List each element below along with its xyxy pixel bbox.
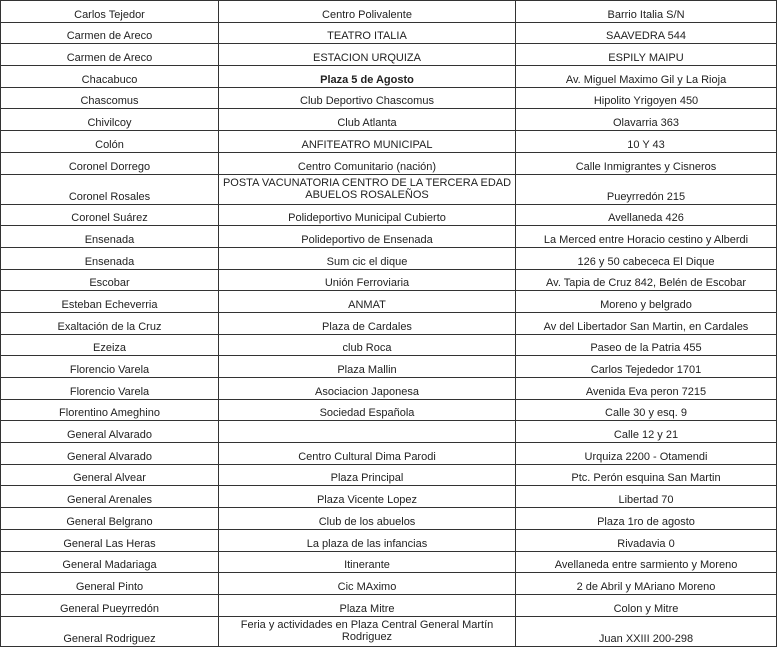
partido-cell: General Las Heras (1, 529, 219, 551)
address-cell: Juan XXIII 200-298 (516, 616, 777, 646)
address-cell: Olavarria 363 (516, 109, 777, 131)
table-row (1, 573, 777, 595)
table-row (1, 1, 777, 23)
address-cell: Urquiza 2200 - Otamendi (516, 443, 777, 465)
site-name-cell: Sociedad Española (219, 399, 516, 421)
partido-cell: General Alvear (1, 464, 219, 486)
table-row (1, 508, 777, 530)
address-cell: Barrio Italia S/N (516, 1, 777, 23)
partido-cell: Florencio Varela (1, 378, 219, 400)
table-row (1, 486, 777, 508)
site-name-cell: La plaza de las infancias (219, 529, 516, 551)
site-name-cell: Plaza de Cardales (219, 312, 516, 334)
table-row (1, 291, 777, 313)
table-row (1, 204, 777, 226)
table-row (1, 334, 777, 356)
partido-cell: General Madariaga (1, 551, 219, 573)
partido-cell: Ensenada (1, 226, 219, 248)
site-name-cell: Centro Cultural Dima Parodi (219, 443, 516, 465)
site-name-cell: Club Atlanta (219, 109, 516, 131)
address-cell: Av del Libertador San Martin, en Cardales (516, 312, 777, 334)
table-row (1, 109, 777, 131)
site-name-cell: Itinerante (219, 551, 516, 573)
partido-cell: Ezeiza (1, 334, 219, 356)
site-name-cell: Plaza 5 de Agosto (219, 66, 516, 88)
site-name-cell: ESTACION URQUIZA (219, 44, 516, 66)
partido-cell: Carlos Tejedor (1, 1, 219, 23)
partido-cell: General Alvarado (1, 421, 219, 443)
table-row (1, 152, 777, 174)
address-cell: Calle 12 y 21 (516, 421, 777, 443)
address-cell: SAAVEDRA 544 (516, 22, 777, 44)
site-name-cell: TEATRO ITALIA (219, 22, 516, 44)
site-name-cell: Sum cic el dique (219, 247, 516, 269)
address-cell: Pueyrredón 215 (516, 174, 777, 204)
address-cell: ESPILY MAIPU (516, 44, 777, 66)
partido-cell: Carmen de Areco (1, 44, 219, 66)
site-name-cell: Plaza Vicente Lopez (219, 486, 516, 508)
partido-cell: General Pueyrredón (1, 594, 219, 616)
site-name-cell: Cic MAximo (219, 573, 516, 595)
table-row (1, 378, 777, 400)
table-row (1, 269, 777, 291)
table-row (1, 399, 777, 421)
partido-cell: Chivilcoy (1, 109, 219, 131)
partido-cell: Coronel Rosales (1, 174, 219, 204)
table-row (1, 44, 777, 66)
address-cell: Libertad 70 (516, 486, 777, 508)
address-cell: Avenida Eva peron 7215 (516, 378, 777, 400)
table-row (1, 66, 777, 88)
table-row (1, 421, 777, 443)
partido-cell: Coronel Dorrego (1, 152, 219, 174)
address-cell: Avellaneda entre sarmiento y Moreno (516, 551, 777, 573)
table-row (1, 174, 777, 204)
table-row (1, 529, 777, 551)
table-row (1, 594, 777, 616)
table-row (1, 247, 777, 269)
partido-cell: Coronel Suárez (1, 204, 219, 226)
site-name-cell: Feria y actividades en Plaza Central General Martín Rodriguez (219, 616, 516, 646)
address-cell: 10 Y 43 (516, 131, 777, 153)
site-name-cell: ANMAT (219, 291, 516, 313)
partido-cell: General Alvarado (1, 443, 219, 465)
partido-cell: Florentino Ameghino (1, 399, 219, 421)
partido-cell: Esteban Echeverria (1, 291, 219, 313)
address-cell: Colon y Mitre (516, 594, 777, 616)
address-cell: Av. Miguel Maximo Gil y La Rioja (516, 66, 777, 88)
address-cell: Moreno y belgrado (516, 291, 777, 313)
address-cell: 2 de Abril y MAriano Moreno (516, 573, 777, 595)
table-row (1, 356, 777, 378)
site-name-cell: POSTA VACUNATORIA CENTRO DE LA TERCERA EDAD ABUELOS ROSALEÑOS (219, 174, 516, 204)
partido-cell: Colón (1, 131, 219, 153)
table-body (1, 1, 777, 647)
address-cell: Plaza 1ro de agosto (516, 508, 777, 530)
partido-cell: General Rodriguez (1, 616, 219, 646)
address-cell: Avellaneda 426 (516, 204, 777, 226)
partido-cell: General Pinto (1, 573, 219, 595)
table-row (1, 87, 777, 109)
table-row (1, 551, 777, 573)
table-row (1, 616, 777, 646)
table-row (1, 22, 777, 44)
site-name-cell: Plaza Mitre (219, 594, 516, 616)
partido-cell: Escobar (1, 269, 219, 291)
address-cell: Paseo de la Patria 455 (516, 334, 777, 356)
site-name-cell: Centro Comunitario (nación) (219, 152, 516, 174)
address-cell: Ptc. Perón esquina San Martin (516, 464, 777, 486)
site-name-cell: Polideportivo de Ensenada (219, 226, 516, 248)
table-row (1, 312, 777, 334)
address-cell: Rivadavia 0 (516, 529, 777, 551)
partido-cell: Florencio Varela (1, 356, 219, 378)
address-cell: Av. Tapia de Cruz 842, Belén de Escobar (516, 269, 777, 291)
partido-cell: General Arenales (1, 486, 219, 508)
site-name-cell: Unión Ferroviaria (219, 269, 516, 291)
address-cell: Carlos Tejededor 1701 (516, 356, 777, 378)
table-row (1, 226, 777, 248)
address-cell: Calle 30 y esq. 9 (516, 399, 777, 421)
address-cell: Calle Inmigrantes y Cisneros (516, 152, 777, 174)
site-name-cell: Centro Polivalente (219, 1, 516, 23)
partido-cell: Exaltación de la Cruz (1, 312, 219, 334)
table-row (1, 443, 777, 465)
address-cell: 126 y 50 cabececa El Dique (516, 247, 777, 269)
partido-cell: Ensenada (1, 247, 219, 269)
partido-cell: Chascomus (1, 87, 219, 109)
address-cell: La Merced entre Horacio cestino y Alberdi (516, 226, 777, 248)
partido-cell: General Belgrano (1, 508, 219, 530)
site-name-cell: Polideportivo Municipal Cubierto (219, 204, 516, 226)
site-name-cell: Club de los abuelos (219, 508, 516, 530)
table-row (1, 131, 777, 153)
site-name-cell: ANFITEATRO MUNICIPAL (219, 131, 516, 153)
site-name-cell: club Roca (219, 334, 516, 356)
partido-cell: Carmen de Areco (1, 22, 219, 44)
table-row (1, 464, 777, 486)
site-name-cell: Plaza Mallin (219, 356, 516, 378)
site-name-cell (219, 421, 516, 443)
site-name-cell: Plaza Principal (219, 464, 516, 486)
site-name-cell: Club Deportivo Chascomus (219, 87, 516, 109)
site-name-cell: Asociacion Japonesa (219, 378, 516, 400)
partido-cell: Chacabuco (1, 66, 219, 88)
address-cell: Hipolito Yrigoyen 450 (516, 87, 777, 109)
